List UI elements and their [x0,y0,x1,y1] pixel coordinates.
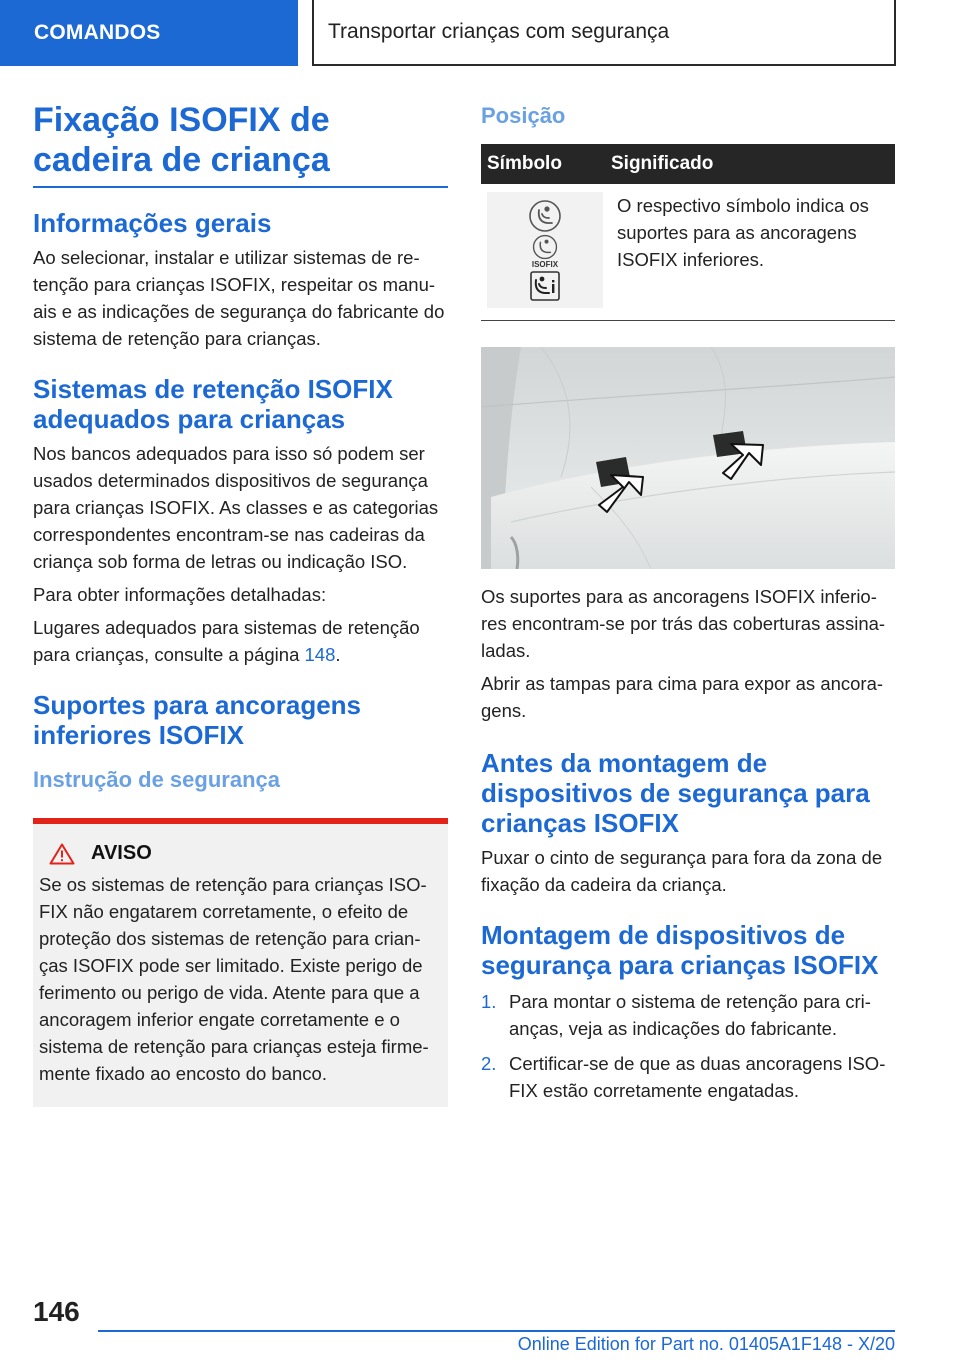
page-title: Fixação ISOFIX de cadeira de criança [33,100,448,188]
isofix-systems-text: Nos bancos adequados para isso só podem ser usados determinados dispositivos de segurança para crianças ISOFIX. As classes e as categorias correspondentes encontram-se nas cadeiras da criança sob forma de letras ou indicação ISO. [33,443,439,572]
left-column [33,100,448,1107]
heading-before-mounting: Antes da montagem de dispositivos de segurança para crianças ISOFIX [481,748,870,838]
child-seat-icon [528,199,562,233]
meaning-cell: O respectivo símbolo indica os suportes para as ancoragens ISOFIX inferiores. [617,195,869,270]
heading-mounting: Montagem de dispositivos de segurança para crianças ISOFIX [481,920,879,980]
mounting-steps [481,988,895,1104]
rear-seat-image [481,347,895,569]
isofix-anchor-photo [481,347,895,569]
warning-text: Se os sistemas de retenção para crianças ISO-FIX não engatarem corretamente, o efeito de proteção dos sistemas de retenção para crian-ças ISOFIX pode ser limitado. Existe perigo de ferimento ou perigo de vida. Atente para que a ancoragem inferior engate corretamente e o sistema de retenção para crianças esteja firme-mente fixado ao encosto do banco. [39,874,429,1084]
warning-triangle-icon [49,843,75,865]
step-number: 2. [481,1053,497,1074]
isofix-symbol [532,234,558,269]
page-reference-text: Lugares adequados para sistemas de retenção para crianças, consulte a página 148. [33,617,420,665]
chapter-header [312,0,896,66]
chapter-title: Transportar crianças com segurança [328,20,670,43]
heading-position: Posição [481,103,566,128]
photo-caption: Os suportes para as ancoragens ISOFIX inferio-res encontram-se por trás das coberturas assina-ladas. [481,586,886,661]
step-text: Certificar-se de que as duas ancoragens ISO-FIX estão corretamente engatadas. [509,1053,886,1101]
general-info-text: Ao selecionar, instalar e utilizar sistemas de re-tenção para crianças ISOFIX, respeitar os manu-ais e as indicações de segurança do fabricante do sistema de retenção para crianças. [33,247,445,349]
warning-box [33,818,448,1107]
detailed-info-text: Para obter informações detalhadas: [33,584,327,605]
table-row [481,184,895,321]
open-covers-text: Abrir as tampas para cima para expor as ancora-gens. [481,673,884,721]
heading-general-info: Informações gerais [33,208,272,238]
column-header-symbol: Símbolo [487,153,562,174]
page-number: 146 [33,1296,80,1327]
heading-isofix-systems: Sistemas de retenção ISOFIX adequados para crianças [33,374,393,434]
table-header [481,144,895,184]
step-number: 1. [481,991,497,1012]
warning-title: AVISO [91,842,152,864]
section-label: COMANDOS [34,21,161,44]
child-seat-info-icon [530,271,560,301]
isofix-label: ISOFIX [531,260,559,270]
page-link[interactable]: 148 [304,644,336,665]
symbol-table [481,144,895,321]
column-header-meaning: Significado [611,153,714,174]
warning-header [39,842,438,865]
list-item [481,1050,895,1104]
before-mounting-text: Puxar o cinto de segurança para fora da zona de fixação da cadeira da criança. [481,847,883,895]
symbol-cell [487,192,603,308]
isofix-seat-icon [532,234,558,260]
list-item [481,988,895,1042]
section-tab [0,0,298,66]
right-column [481,100,895,1112]
heading-lower-anchors: Suportes para ancoragens inferiores ISOFIX [33,690,361,750]
footer-rule [98,1330,895,1332]
step-text: Para montar o sistema de retenção para cri-anças, veja as indicações do fabricante. [509,991,871,1039]
heading-safety-instruction: Instrução de segurança [33,767,280,792]
footer-edition: Online Edition for Part no. 01405A1F148 - X/20 [517,1334,895,1354]
